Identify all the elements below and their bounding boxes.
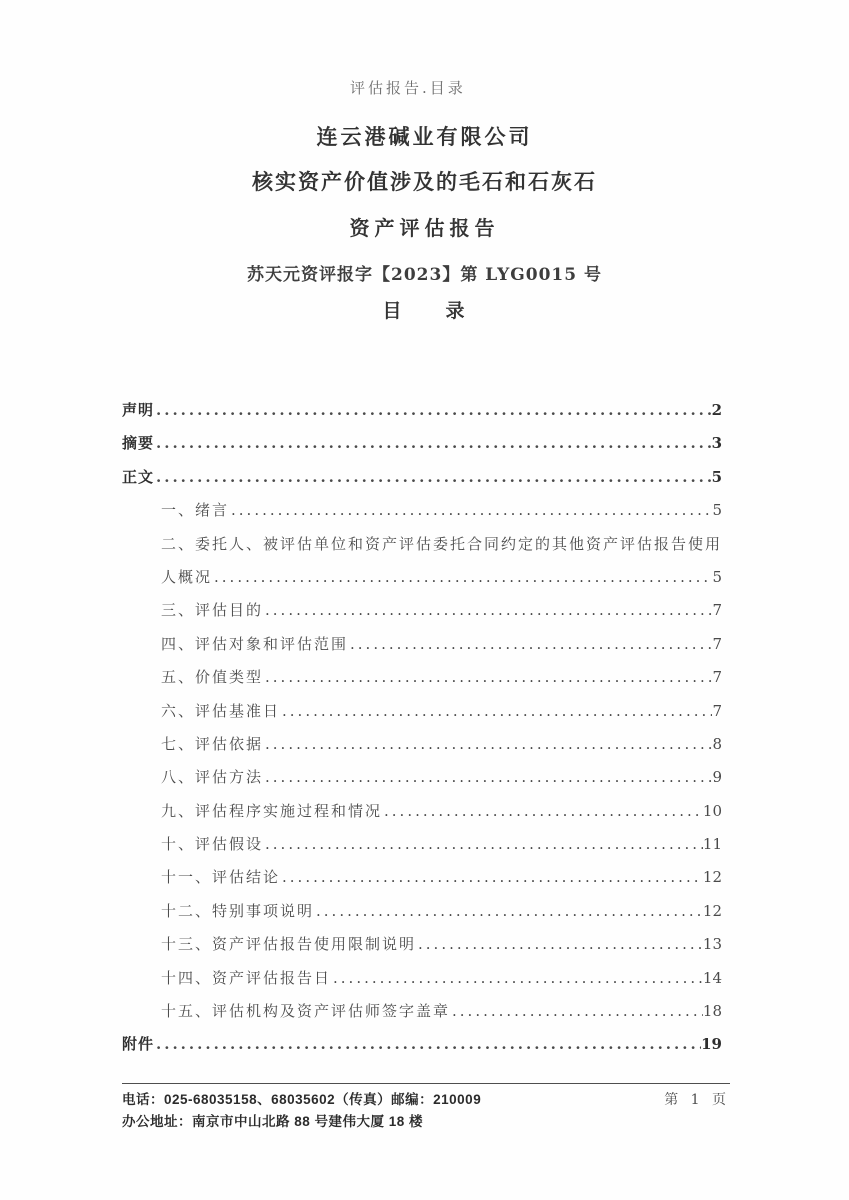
toc-entry-page-number: 7 — [712, 701, 722, 720]
footer-page-number: 第 1 页 — [664, 1092, 730, 1108]
toc-entry-label: 一、绪言 — [161, 501, 230, 520]
toc-entry-page-number: 12 — [702, 868, 722, 887]
toc-entry-label: 十三、资产评估报告使用限制说明 — [161, 935, 417, 954]
toc-dot-leader — [154, 427, 712, 460]
company-title: 连云港碱业有限公司 — [316, 124, 533, 149]
page-footer — [122, 1083, 730, 1133]
footer-phone-line: 电话：025-68035158、68035602（传真）邮编：210009 — [122, 1092, 482, 1107]
toc-dot-leader — [314, 895, 703, 928]
toc-entry-page-number: 7 — [712, 668, 722, 687]
toc-entry-page-number: 11 — [702, 835, 722, 854]
running-header: 评估报告.目录 — [350, 79, 466, 97]
toc-entry-line — [122, 928, 722, 961]
toc-entry-page-number: 5 — [712, 567, 722, 586]
toc-entry-label: 八、评估方法 — [161, 768, 264, 787]
toc-entry-line — [122, 1028, 722, 1061]
toc-entry-page-number: 14 — [702, 968, 722, 987]
toc-entry-line — [122, 995, 722, 1028]
toc-dot-leader — [348, 628, 712, 661]
toc-entry-label: 十五、评估机构及资产评估师签字盖章 — [161, 1002, 451, 1021]
toc-entry-line — [122, 661, 722, 694]
toc-entry-page-number: 2 — [711, 401, 722, 419]
toc-dot-leader — [263, 594, 712, 627]
toc-entry-label: 二、委托人、被评估单位和资产评估委托合同约定的其他资产评估报告使用 — [161, 534, 723, 553]
title-block — [0, 121, 849, 285]
toc-entry-label: 九、评估程序实施过程和情况 — [161, 801, 383, 820]
toc-dot-leader — [280, 861, 703, 894]
toc-entry-page-number: 8 — [712, 734, 722, 753]
toc-entry-page-number: 7 — [712, 634, 722, 653]
toc-entry-page-number: 13 — [702, 935, 722, 954]
toc-dot-leader — [280, 695, 712, 728]
toc-dot-leader — [263, 661, 712, 694]
toc-entry-label: 十四、资产评估报告日 — [161, 968, 332, 987]
toc-dot-leader — [450, 995, 703, 1028]
toc-entry-label: 摘要 — [122, 434, 155, 453]
toc-entry-line — [122, 427, 722, 460]
toc-heading: 目 录 — [382, 300, 467, 322]
toc-entry-label: 十、评估假设 — [161, 835, 264, 854]
toc-entry-label: 三、评估目的 — [161, 601, 264, 620]
footer-contact-block — [122, 1089, 481, 1133]
toc-entry-label: 七、评估依据 — [161, 734, 264, 753]
toc-entry-line — [122, 494, 722, 527]
toc-entry-label: 五、价值类型 — [161, 668, 264, 687]
toc-entry-line — [122, 828, 722, 861]
toc-dot-leader — [263, 761, 712, 794]
toc-entry-page-number: 19 — [701, 1035, 722, 1054]
footer-address-line: 办公地址：南京市中山北路 88 号建伟大厦 18 楼 — [122, 1114, 424, 1129]
toc-entry-line — [122, 795, 722, 828]
toc-entry-line — [122, 895, 722, 928]
toc-entry-line — [122, 394, 722, 427]
toc-entry-line — [122, 761, 722, 794]
toc-entry-page-number: 18 — [702, 1002, 722, 1021]
toc-entry-label: 十二、特别事项说明 — [161, 901, 315, 920]
toc-entry-page-number: 3 — [711, 434, 722, 453]
toc-dot-leader — [382, 795, 703, 828]
toc-entry-label: 六、评估基准日 — [161, 701, 281, 720]
toc-entry-label: 正文 — [122, 467, 155, 486]
toc-entry-line — [122, 461, 722, 494]
toc-dot-leader — [263, 728, 712, 761]
toc-dot-leader — [154, 461, 712, 494]
toc-entry-page-number: 5 — [711, 467, 722, 486]
toc-entry-page-number: 5 — [712, 501, 722, 520]
toc-entry-page-number: 7 — [712, 601, 722, 620]
toc-entry-line — [122, 695, 722, 728]
toc-dot-leader — [212, 561, 712, 594]
toc-entry-label: 附件 — [122, 1035, 155, 1054]
toc-entry-line — [122, 594, 722, 627]
toc-entry-line — [122, 962, 722, 995]
toc-dot-leader — [331, 962, 703, 995]
toc-dot-leader — [154, 1028, 701, 1061]
toc-dot-leader — [416, 928, 703, 961]
toc-entry-page-number: 12 — [702, 901, 722, 920]
toc-entry-label: 声明 — [122, 401, 155, 419]
report-type-title: 资产评估报告 — [349, 216, 500, 240]
toc-entry-line — [122, 528, 722, 561]
toc-entry-page-number: 10 — [702, 801, 722, 820]
toc-dot-leader — [229, 494, 712, 527]
toc-entry-label: 四、评估对象和评估范围 — [161, 634, 349, 653]
toc-entry-label: 人概况 — [161, 567, 213, 586]
toc-dot-leader — [154, 394, 712, 427]
toc-entry-page-number: 9 — [712, 768, 722, 787]
toc-dot-leader — [263, 828, 703, 861]
subject-title: 核实资产价值涉及的毛石和石灰石 — [252, 169, 597, 194]
toc-entry-line — [122, 861, 722, 894]
toc-list — [122, 394, 722, 1062]
toc-entry-line — [122, 728, 722, 761]
toc-entry-line — [122, 561, 722, 594]
toc-entry-label: 十一、评估结论 — [161, 868, 281, 887]
report-number: 苏天元资评报字【2023】第 LYG0015 号 — [247, 265, 602, 285]
toc-entry-line — [122, 628, 722, 661]
